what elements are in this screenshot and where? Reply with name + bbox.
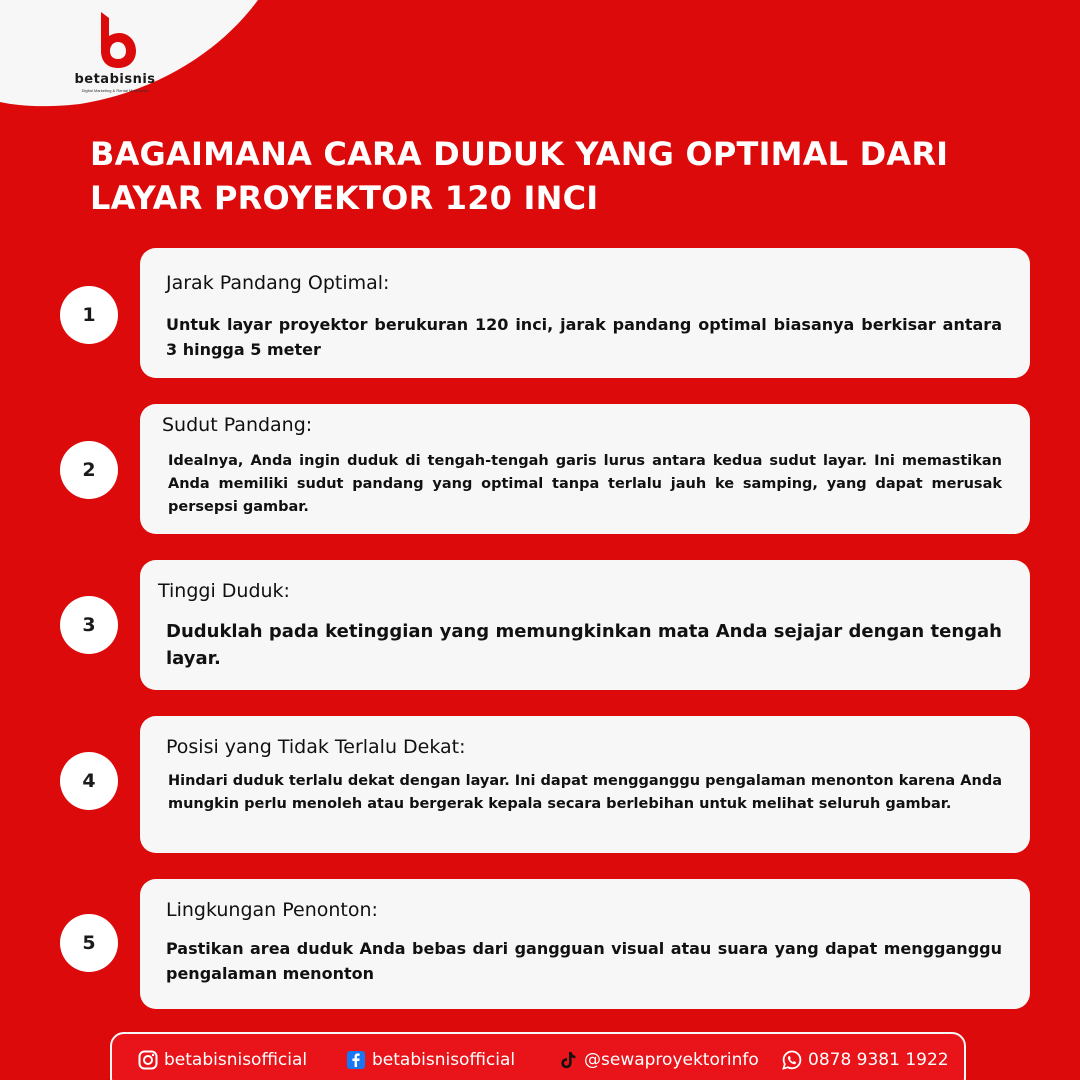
instagram-handle: betabisnisofficial xyxy=(164,1050,308,1070)
step-number-4: 4 xyxy=(60,752,118,810)
tip-card-3 xyxy=(140,560,1030,690)
tiktok-handle: @sewaproyektorinfo xyxy=(584,1050,759,1070)
step-number-5: 5 xyxy=(60,914,118,972)
tip-text-1: Untuk layar proyektor berukuran 120 inci, jarak pandang optimal biasanya berkisar antara 3 hingga 5 meter xyxy=(166,315,1002,359)
tip-card-2 xyxy=(140,404,1030,534)
title-line-2: LAYAR PROYEKTOR 120 INCI xyxy=(90,179,599,217)
whatsapp-link[interactable] xyxy=(782,1050,949,1070)
title-line-1: BAGAIMANA CARA DUDUK YANG OPTIMAL DARI xyxy=(90,135,949,173)
logo-tagline: Digital Marketing & Rental Multimedia xyxy=(81,88,149,93)
tip-heading-3: Tinggi Duduk: xyxy=(158,580,290,602)
tip-text-3: Duduklah pada ketinggian yang memungkinkan mata Anda sejajar dengan tengah layar. xyxy=(166,621,1002,669)
instagram-icon xyxy=(138,1050,158,1070)
tip-card-1 xyxy=(140,248,1030,378)
tip-heading-1: Jarak Pandang Optimal: xyxy=(166,272,390,294)
whatsapp-icon xyxy=(782,1050,802,1070)
step-number-3: 3 xyxy=(60,596,118,654)
step-number-1: 1 xyxy=(60,286,118,344)
step-number-2: 2 xyxy=(60,441,118,499)
social-footer xyxy=(110,1032,966,1080)
facebook-link[interactable] xyxy=(346,1050,515,1070)
tip-text-2: Idealnya, Anda ingin duduk di tengah-tengah garis lurus antara kedua sudut layar. Ini memastikan Anda memiliki sudut pandang yang optimal tanpa terlalu jauh ke samping, yang dapat merusak persepsi gambar. xyxy=(168,453,1002,515)
logo-wordmark: betabisnis xyxy=(74,72,156,87)
page-title xyxy=(90,132,1050,220)
facebook-handle: betabisnisofficial xyxy=(372,1050,516,1070)
tip-card-5 xyxy=(140,879,1030,1009)
tip-text-5: Pastikan area duduk Anda bebas dari gangguan visual atau suara yang dapat mengganggu pengalaman menonton xyxy=(166,939,1002,983)
tip-text-4: Hindari duduk terlalu dekat dengan layar. Ini dapat mengganggu pengalaman menonton karena Anda mungkin perlu menoleh atau bergerak kepala secara berlebihan untuk melihat seluruh gambar. xyxy=(168,773,1002,812)
tiktok-icon xyxy=(558,1050,578,1070)
tiktok-link[interactable] xyxy=(558,1050,759,1070)
whatsapp-phone: 0878 9381 1922 xyxy=(808,1050,949,1070)
instagram-link[interactable] xyxy=(138,1050,307,1070)
tip-heading-5: Lingkungan Penonton: xyxy=(166,899,378,921)
tip-heading-4: Posisi yang Tidak Terlalu Dekat: xyxy=(166,736,466,758)
brand-logo xyxy=(60,8,170,104)
logo-b-icon xyxy=(91,8,139,70)
tip-card-4 xyxy=(140,716,1030,853)
tip-heading-2: Sudut Pandang: xyxy=(162,414,313,436)
facebook-icon xyxy=(346,1050,366,1070)
